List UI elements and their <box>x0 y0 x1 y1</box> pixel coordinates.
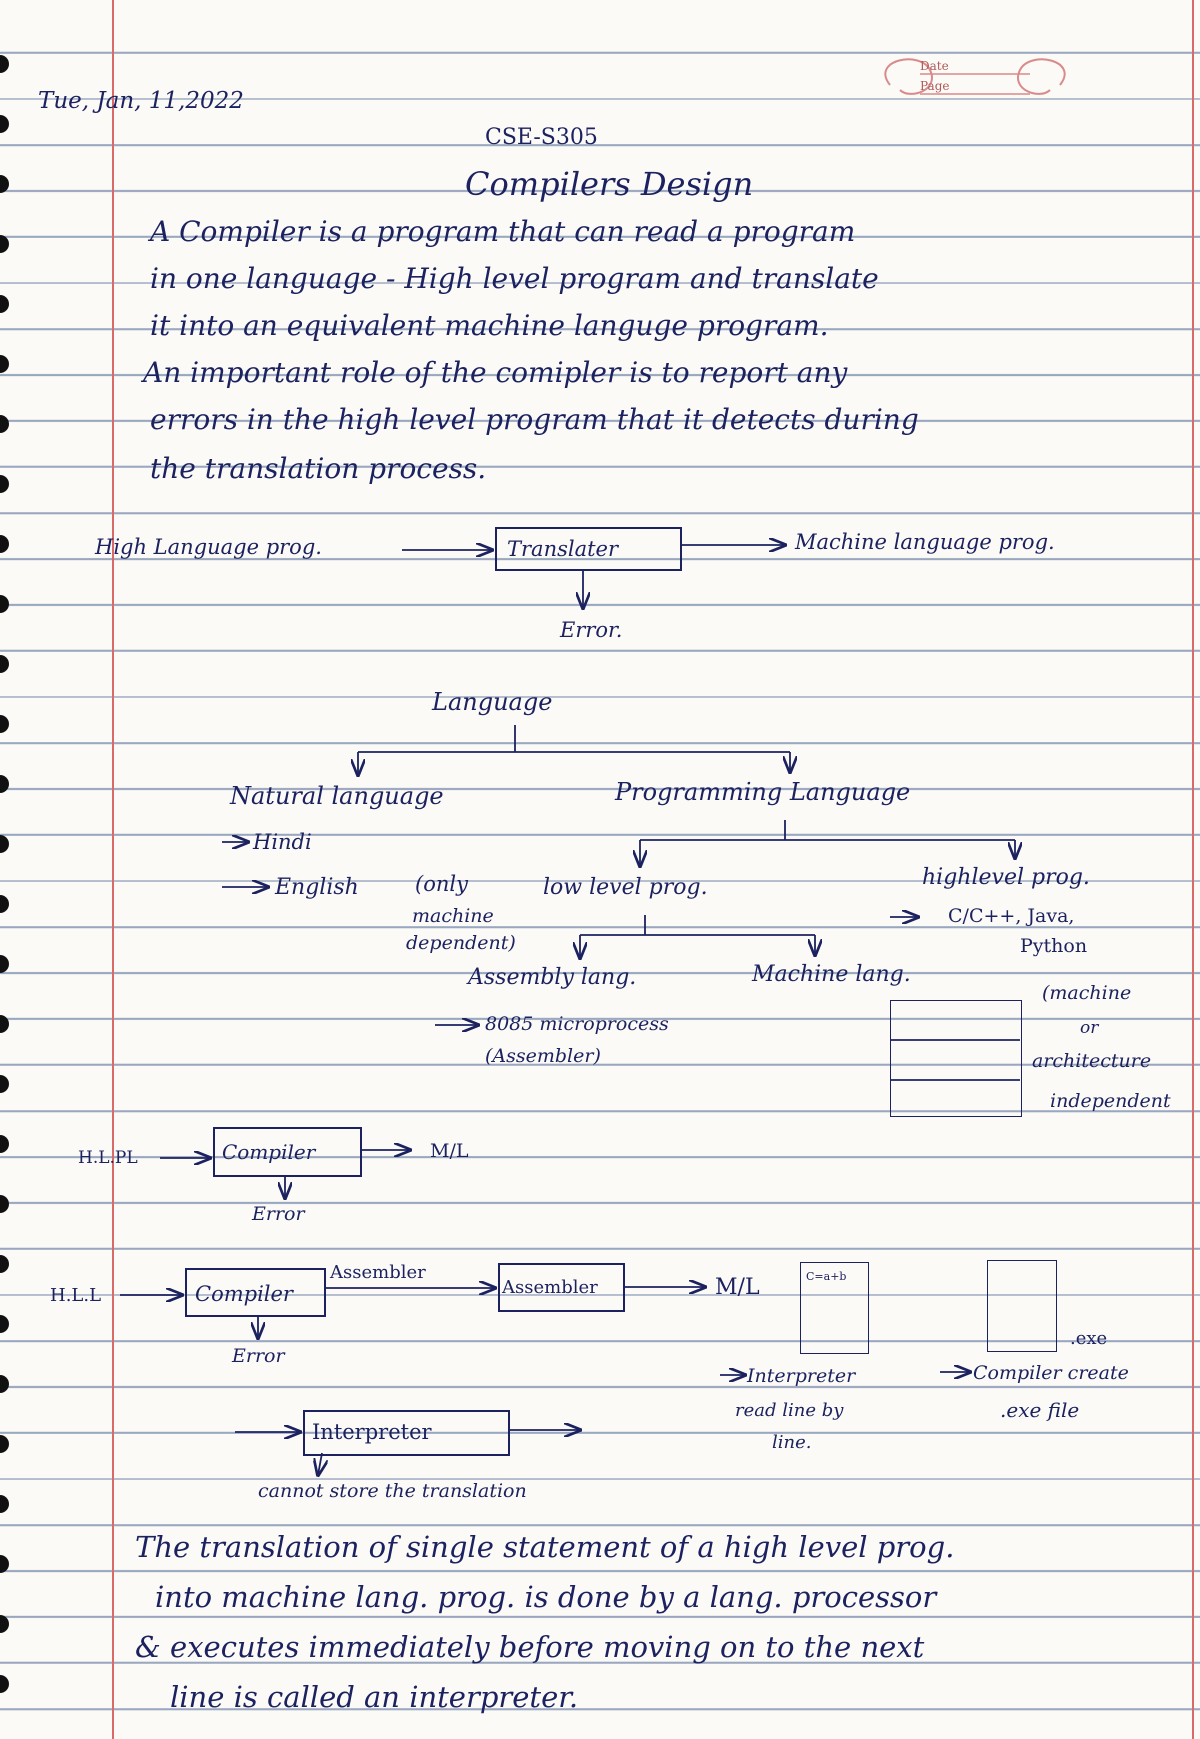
natural-item-english: English <box>275 875 359 900</box>
machine-note-1: (machine <box>1042 982 1132 1004</box>
intro-line-3: it into an equivalent machine languge program. <box>150 309 829 342</box>
translator-box-label: Translater <box>507 537 619 561</box>
d3-mid-label: Assembler <box>330 1262 426 1283</box>
d1-error-label: Error. <box>560 618 623 642</box>
code-snippet: C=a+b <box>806 1270 847 1283</box>
d2-input-label: H.L.PL <box>78 1148 138 1168</box>
compiler-note-2: .exe file <box>1000 1398 1080 1422</box>
interpreter-caption: cannot store the translation <box>258 1480 527 1502</box>
closing-line-4: line is called an interpreter. <box>170 1680 579 1714</box>
machine-lang-node: Machine lang. <box>752 962 911 987</box>
closing-line-3: & executes immediately before moving on to the next <box>135 1630 925 1664</box>
low-level-note-3: dependent) <box>406 932 516 954</box>
closing-line-2: into machine lang. prog. is done by a lang. processor <box>155 1580 937 1614</box>
d3-input-label: H.L.L <box>50 1285 102 1306</box>
intro-line-6: the translation process. <box>150 452 487 485</box>
exe-label: .exe <box>1070 1328 1108 1349</box>
high-level-examples: C/C++, Java, <box>948 905 1075 927</box>
intro-line-4: An important role of the comipler is to report any <box>143 356 848 389</box>
d1-input-label: High Language prog. <box>95 535 322 559</box>
intro-line-2: in one language - High level program and translate <box>150 262 879 295</box>
assembler-note: (Assembler) <box>485 1045 601 1067</box>
stamp-date-label: Date <box>920 59 949 73</box>
d1-output-label: Machine language prog. <box>795 530 1055 554</box>
low-level-prog-node: low level prog. <box>543 875 708 900</box>
compiler-box-2-label: Compiler <box>195 1282 293 1306</box>
machine-note-4: independent <box>1050 1090 1171 1112</box>
machine-note-3: architecture <box>1032 1050 1152 1072</box>
tree-root-language: Language <box>432 688 553 716</box>
programming-language-node: Programming Language <box>615 778 911 806</box>
interpreter-note-3: line. <box>772 1432 812 1453</box>
machine-note-2: or <box>1080 1018 1099 1038</box>
high-level-examples-2: Python <box>1020 935 1088 957</box>
assembly-lang-node: Assembly lang. <box>468 965 637 990</box>
page-title: Compilers Design <box>465 165 754 203</box>
assembly-example: 8085 microprocess <box>485 1013 669 1035</box>
high-level-prog-node: highlevel prog. <box>922 865 1090 890</box>
compiler-note-1: Compiler create <box>973 1362 1129 1384</box>
note-date: Tue, Jan, 11,2022 <box>38 88 244 114</box>
intro-line-5: errors in the high level program that it detects during <box>150 403 919 436</box>
intro-line-1: A Compiler is a program that can read a program <box>150 215 856 248</box>
natural-item-hindi: Hindi <box>253 830 312 854</box>
d2-output-label: M/L <box>430 1140 469 1162</box>
closing-line-1: The translation of single statement of a high level prog. <box>135 1530 955 1564</box>
course-code: CSE-S305 <box>485 125 598 150</box>
assembler-box-label: Assembler <box>502 1277 598 1298</box>
d3-error-label: Error <box>232 1345 285 1367</box>
d2-error-label: Error <box>252 1203 305 1225</box>
interpreter-box-label: Interpreter <box>312 1420 432 1444</box>
low-level-note-1: (only <box>415 872 468 896</box>
d3-output-label: M/L <box>715 1275 760 1300</box>
stamp-page-label: Page <box>920 79 950 93</box>
natural-language-node: Natural language <box>230 782 444 810</box>
low-level-note-2: machine <box>412 905 494 927</box>
compiler-box-1-label: Compiler <box>222 1140 316 1164</box>
interpreter-note-1: Interpreter <box>747 1365 856 1387</box>
interpreter-note-2: read line by <box>735 1400 844 1421</box>
